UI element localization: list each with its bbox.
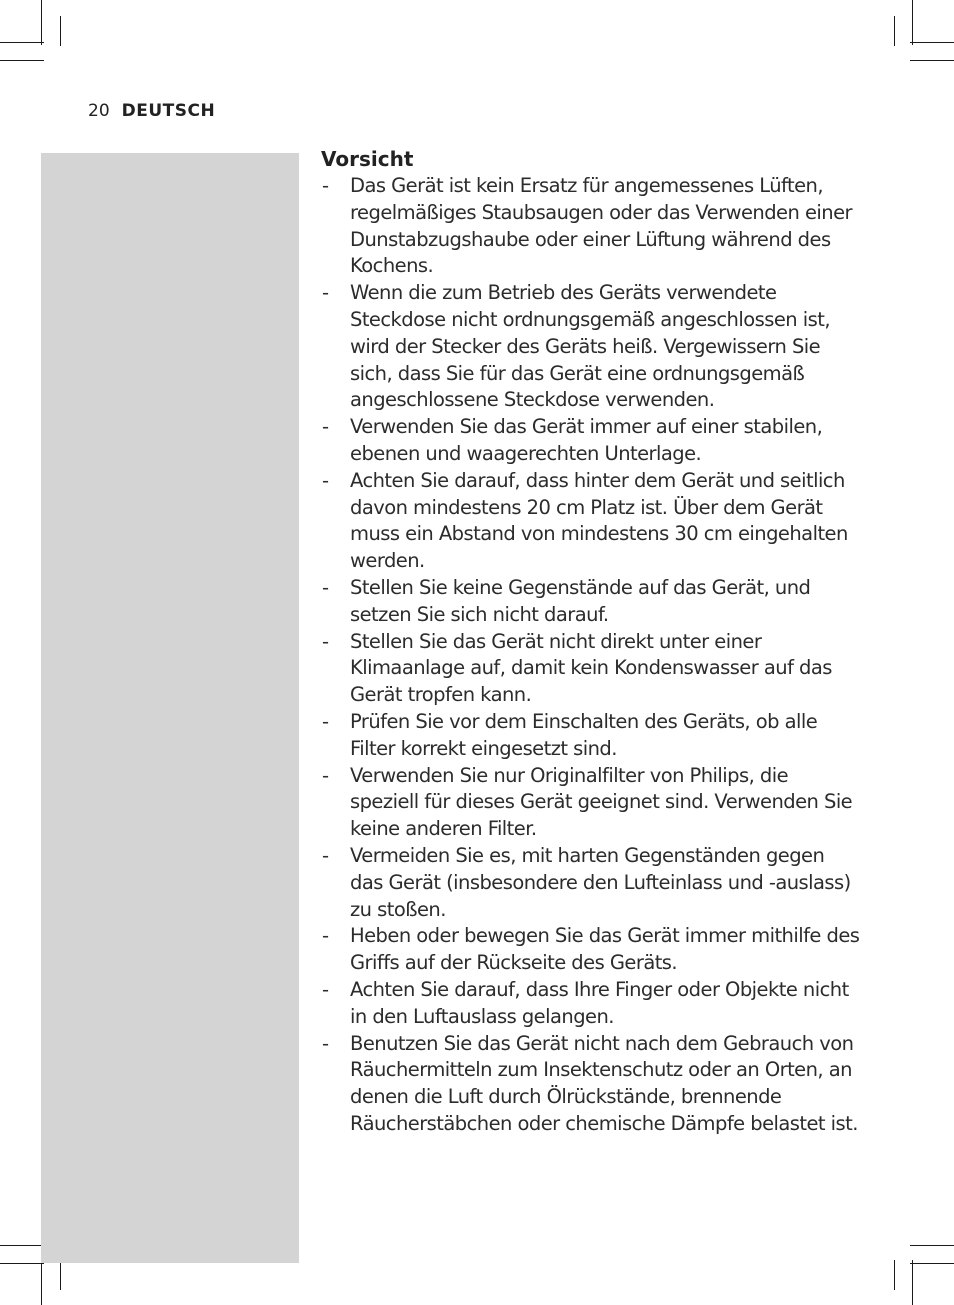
crop-mark [894, 16, 895, 46]
bullet-dash: - [322, 709, 329, 733]
bullet-dash: - [322, 174, 329, 197]
crop-mark [894, 1260, 895, 1290]
section-language: DEUTSCH [121, 101, 216, 121]
list-item: - Benutzen Sie das Gerät nicht nach dem Gebrauch von Räuchermitteln zum Insektenschutz oder an Orten, an denen die Luft durch Ölrückstände, brennende Räucherstäbchen oder chemische Dämpfe belastet ist. [322, 1031, 858, 1135]
crop-mark [0, 60, 44, 61]
crop-mark [60, 16, 61, 46]
crop-mark [910, 1245, 954, 1246]
bullet-dash: - [322, 629, 329, 653]
crop-mark [41, 0, 42, 45]
crop-mark [910, 1263, 954, 1264]
crop-mark [0, 1245, 44, 1246]
crop-mark [0, 1263, 44, 1264]
list-item: - Verwenden Sie das Gerät immer auf einer stabilen, ebenen und waagerechten Unterlage. [322, 415, 823, 465]
section-heading: Vorsicht [321, 147, 414, 171]
list-item: - Stellen Sie das Gerät nicht direkt unter einer Klimaanlage auf, damit kein Kondenswasser auf das Gerät tropfen kann. [322, 629, 832, 707]
bullet-dash: - [322, 977, 329, 1001]
page-header [88, 101, 215, 121]
list-item: - Das Gerät ist kein Ersatz für angemessenes Lüften, regelmäßiges Staubsaugen oder das Verwenden einer Dunstabzugshaube oder einer Lüftung während des Kochens. [322, 174, 852, 278]
list-item: - Stellen Sie keine Gegenstände auf das Gerät, und setzen Sie sich nicht darauf. [322, 575, 811, 626]
caution-list [321, 173, 861, 1138]
list-item: - Achten Sie darauf, dass Ihre Finger oder Objekte nicht in den Luftauslass gelangen. [322, 977, 849, 1028]
bullet-dash: - [322, 468, 329, 492]
page-number: 20 [88, 101, 110, 121]
crop-mark [912, 1260, 913, 1305]
list-item: - Prüfen Sie vor dem Einschalten des Geräts, ob alle Filter korrekt eingesetzt sind. [322, 709, 818, 760]
bullet-dash: - [322, 575, 329, 599]
bullet-dash: - [322, 843, 329, 867]
sidebar-panel [41, 153, 299, 1263]
crop-mark [910, 60, 954, 61]
bullet-dash: - [322, 415, 329, 439]
crop-mark [912, 0, 913, 45]
bullet-dash: - [322, 763, 329, 787]
list-item: - Heben oder bewegen Sie das Gerät immer mithilfe des Griffs auf der Rückseite des Geräts. [322, 924, 860, 975]
list-item: - Achten Sie darauf, dass hinter dem Gerät und seitlich davon mindestens 20 cm Platz ist. Über dem Gerät muss ein Abstand von mindestens 30 cm eingehalten werden. [322, 468, 848, 573]
bullet-dash: - [322, 281, 329, 305]
bullet-dash: - [322, 924, 329, 948]
crop-mark [910, 42, 954, 43]
list-item: - Vermeiden Sie es, mit harten Gegenständen gegen das Gerät (insbesondere den Lufteinlass und -auslass) zu stoßen. [322, 843, 851, 921]
crop-mark [0, 42, 44, 43]
crop-mark [41, 1260, 42, 1305]
list-item: - Verwenden Sie nur Originalfilter von Philips, die speziell für dieses Gerät geeignet sind. Verwenden Sie keine anderen Filter. [322, 763, 853, 841]
list-item: - Wenn die zum Betrieb des Geräts verwendete Steckdose nicht ordnungsgemäß angeschlossen ist, wird der Stecker des Geräts heiß. Vergewissern Sie sich, dass Sie für das Gerät eine ordnungsgemäß angeschlossene Steckdose verwenden. [322, 281, 830, 412]
bullet-dash: - [322, 1031, 329, 1055]
crop-mark [60, 1260, 61, 1290]
caution-section [321, 146, 861, 1138]
